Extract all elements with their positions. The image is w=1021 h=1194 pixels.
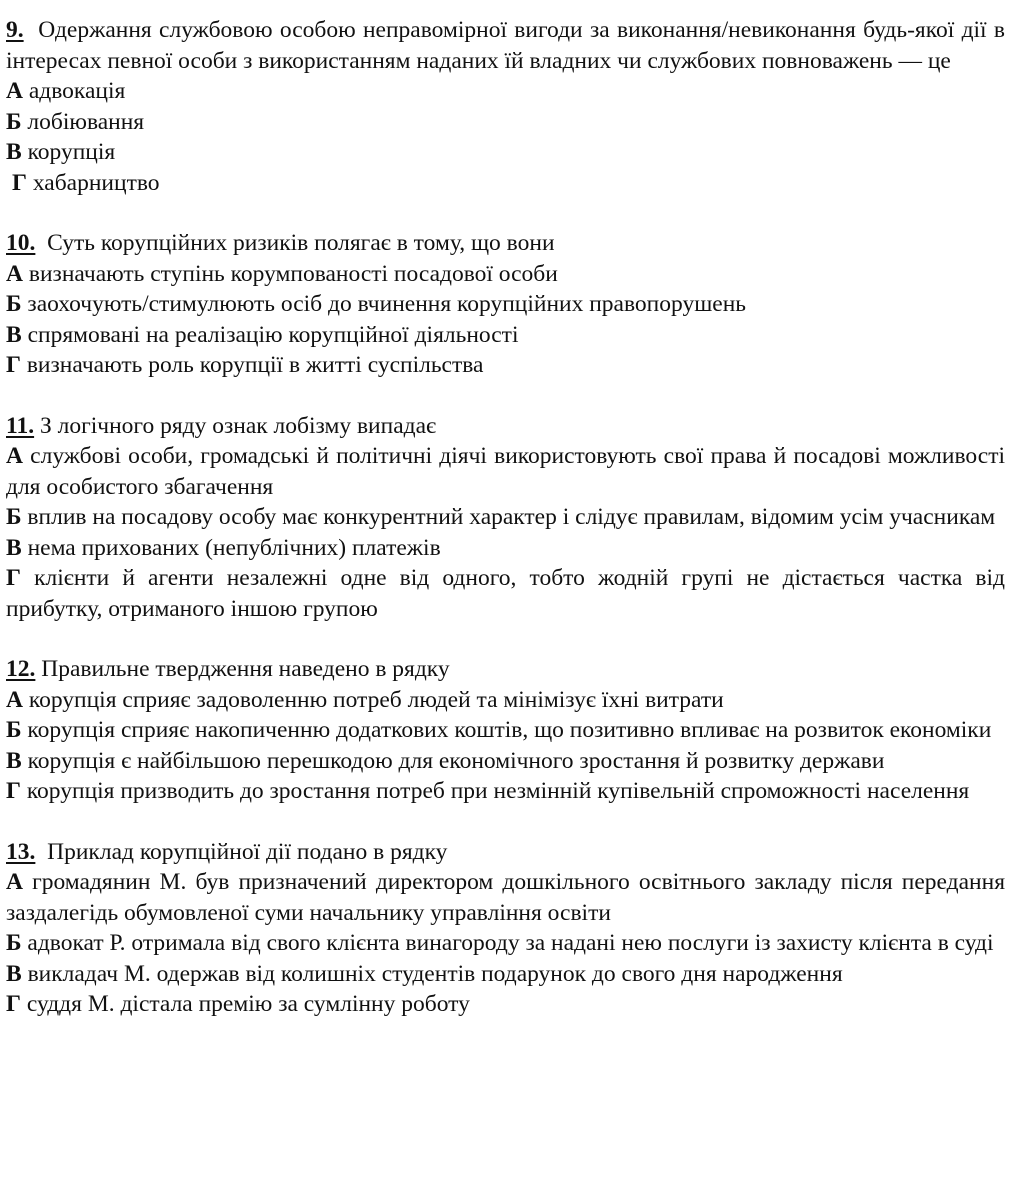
option-letter: Б [6,108,22,135]
answer-option-h [6,776,1005,807]
option-letter: Г [6,565,21,591]
answer-option-a [6,259,1005,290]
question-stem [6,654,1005,685]
option-letter: Г [6,991,21,1017]
question-text: Одержання службовою особою неправомірної вигоди за виконання/невиконання будь-якої дії в інтересах певної особи з використанням наданих їй владних чи службових повноважень — це [6,17,1006,74]
option-text: корупція сприяє накопиченню додаткових коштів, що позитивно впливає на розвиток економіки [27,717,992,743]
option-letter: А [6,260,23,287]
option-text: спрямовані на реалізацію корупційної діяльності [27,321,519,348]
answer-option-a [6,76,1005,107]
option-letter: В [6,960,22,987]
option-text: хабарництво [32,169,160,196]
document-page [6,15,1005,1050]
option-letter: Г [6,778,21,804]
answer-option-a [6,685,1005,716]
answer-option-h [6,350,1005,381]
option-letter: Б [6,930,22,956]
answer-option-b [6,715,1005,746]
answer-option-h [6,168,1005,199]
option-text: корупція призводить до зростання потреб при незмінній купівельній спроможності населення [26,778,970,804]
question-number: 9. [6,17,24,43]
option-letter: А [6,686,23,713]
question-9 [6,15,1005,198]
answer-option-v [6,959,1005,990]
option-letter: А [6,78,23,104]
option-letter: В [6,747,22,774]
option-text: визначають ступінь корумпованості посадової особи [28,260,558,287]
option-text: корупція є найбільшою перешкодою для економічного зростання й розвитку держави [27,747,885,774]
question-stem [6,411,1005,442]
question-text: Правильне твердження наведено в рядку [41,656,450,682]
answer-option-v [6,533,1005,564]
option-letter: Г [12,169,27,196]
option-text: громадянин М. був призначений директором дошкільного освітнього закладу після передання заздалегідь обумовленої суми начальнику управління освіти [6,869,1006,926]
question-number: 12. [6,656,36,682]
answer-option-a [6,867,1005,928]
answer-option-v [6,746,1005,777]
answer-option-v [6,320,1005,351]
answer-option-b [6,502,1005,533]
option-text: службові особи, громадські й політичні діячі використовують свої права й посадові можливості для особистого збагачення [6,443,1005,500]
answer-option-h [6,563,1005,624]
option-letter: Б [6,291,22,317]
option-letter: Г [6,352,21,378]
answer-option-b [6,107,1005,138]
option-text: визначають роль корупції в житті суспільства [26,352,484,378]
option-letter: А [6,869,23,895]
answer-option-v [6,137,1005,168]
option-letter: В [6,321,22,348]
question-12 [6,654,1005,807]
question-13 [6,837,1005,1020]
question-text: Суть корупційних ризиків полягає в тому, що вони [47,230,555,256]
question-text: Приклад корупційної дії подано в рядку [47,838,448,865]
option-text: викладач М. одержав від колишніх студентів подарунок до свого дня народження [27,960,843,987]
question-stem [6,837,1005,868]
option-text: заохочують/стимулюють осіб до вчинення корупційних правопорушень [27,291,747,317]
option-text: корупція сприяє задоволенню потреб людей та мінімізує їхні витрати [28,686,724,713]
option-letter: Б [6,504,22,530]
option-text: адвокація [28,78,126,104]
option-text: лобіювання [27,108,145,135]
option-text: клієнти й агенти незалежні одне від одного, тобто жодній групі не дістається частка від прибутку, отриманого іншою групою [6,565,1006,622]
question-number: 11. [6,412,35,439]
option-letter: Б [6,717,22,743]
option-text: нема прихованих (непублічних) платежів [27,534,441,561]
question-10 [6,228,1005,381]
answer-option-a [6,441,1005,502]
answer-option-b [6,928,1005,959]
option-text: суддя М. дістала премію за сумлінну роботу [26,991,470,1017]
question-text: З логічного ряду ознак лобізму випадає [39,412,437,439]
option-text: адвокат Р. отримала від свого клієнта винагороду за надані нею послуги із захисту клієнта в суді [27,930,994,956]
question-stem [6,15,1005,76]
question-number: 10. [6,230,36,256]
option-text: вплив на посадову особу має конкурентний характер і слідує правилам, відомим усім учасникам [27,504,996,530]
question-11 [6,411,1005,625]
option-letter: В [6,139,22,165]
option-text: корупція [27,139,116,165]
question-stem [6,228,1005,259]
option-letter: В [6,534,22,561]
answer-option-h [6,989,1005,1020]
option-letter: А [6,443,23,469]
answer-option-b [6,289,1005,320]
question-number: 13. [6,838,36,865]
